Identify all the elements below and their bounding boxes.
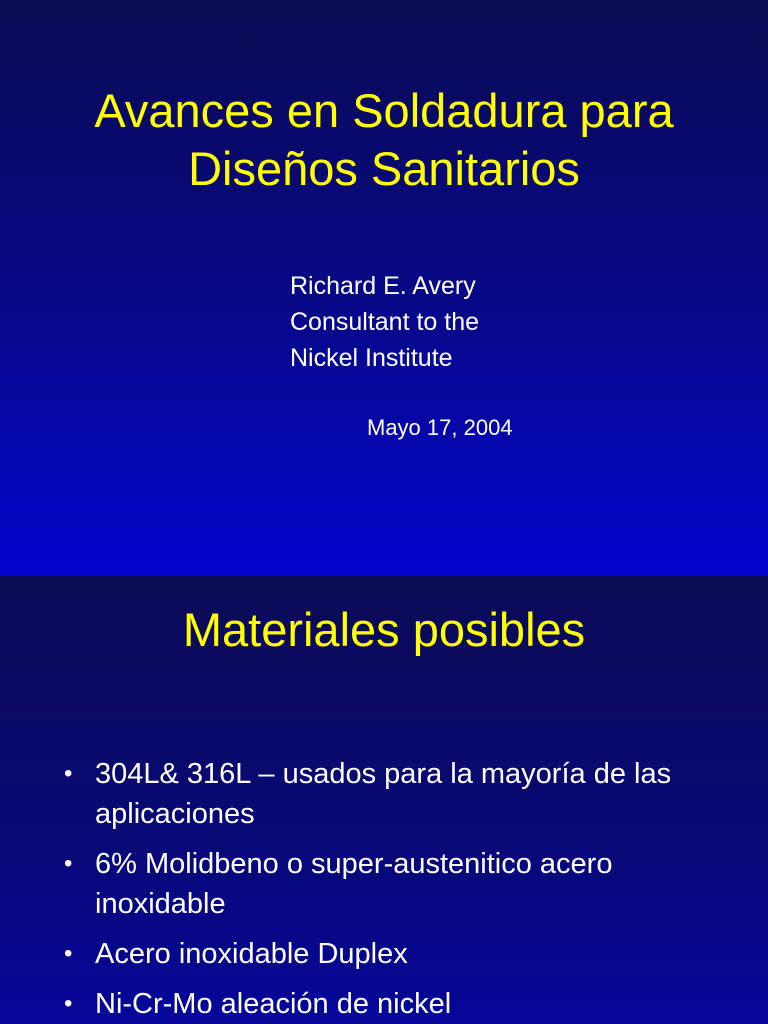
bullet-text: 304L& 316L – usados para la mayoría de las aplicaciones <box>95 758 672 830</box>
slide-title: Materiales posibles <box>182 603 586 656</box>
bullet-text: Acero inoxidable Duplex <box>95 938 408 970</box>
bullet-text: Ni-Cr-Mo aleación de nickel <box>95 988 452 1020</box>
author-organization: Nickel Institute <box>290 344 453 372</box>
list-item <box>0 754 768 834</box>
list-item <box>0 934 768 974</box>
materials-slide <box>0 576 768 1024</box>
title-line-2: Diseños Sanitarios <box>188 142 580 195</box>
presentation-title <box>0 82 768 198</box>
list-item <box>0 984 768 1024</box>
list-item <box>0 844 768 924</box>
author-block <box>290 268 479 376</box>
bullet-icon: • <box>64 850 73 877</box>
bullet-text: 6% Molidbeno o super-austenitico acero inoxidable <box>95 848 613 920</box>
bullet-icon: • <box>64 990 73 1017</box>
bullet-icon: • <box>64 760 73 787</box>
presentation-date: Mayo 17, 2004 <box>367 415 513 440</box>
bullet-list <box>0 754 768 1024</box>
title-line-1: Avances en Soldadura para <box>94 84 674 137</box>
bullet-icon: • <box>64 940 73 967</box>
author-name: Richard E. Avery <box>290 272 476 300</box>
author-role: Consultant to the <box>290 308 480 336</box>
